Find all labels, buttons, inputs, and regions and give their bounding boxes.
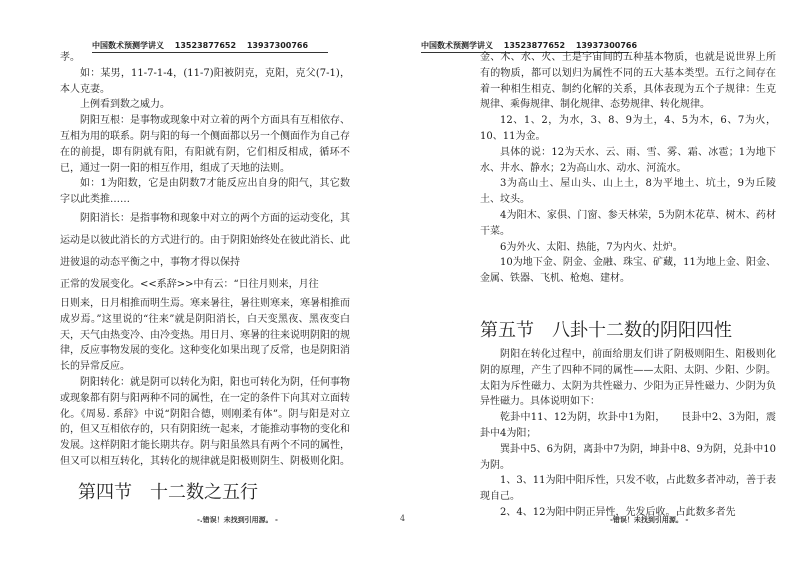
paragraph: 阴阳互根：是事物或现象中对立着的两个方面具有互相依存、互相为用的联系。阴与阳的每一个侧面都以另一个侧面作为自己存在的前提，即有阴就有阳，有阳就有阴，它们相反相成，循环不已，通过一阴一阳的相互作用，组成了天地的法则。 [60,115,350,174]
right-body-bottom [480,347,776,521]
left-page [0,0,396,561]
right-page [397,0,793,561]
header-phone-1: 13523877652 [174,41,237,50]
page-number: 4 [400,514,406,523]
paragraph: 日则来，日月相推而明生焉。寒来暑往，暑往则寒来，寒暑相推而成岁焉。”这里说的“往来”就是阴阳消长，白天变黑夜、黑夜变白天，天气由热变冷、由冷变热。用日月、寒暑的往来说明阴阳的规律，反应事物发展的变化。这种变化如果出现了反常，也是阴阳消长的异常反应。 [60,297,350,373]
paragraph: 10为地下金、阴金、金融、珠宝、矿藏，11为地上金、阳金、金属、铁器、飞机、枪炮、建材。 [480,257,776,285]
section-heading-5: 第五节 八卦十二数的阴阳四性 [480,320,732,341]
paragraph: 如：某男，11-7-1-4，(11-7)阳被阴克，克阳，克父(7-1)，本人克妻。 [60,67,350,95]
paragraph: 2、4、12为阳中阴正异性，先发后收。占此数多者先 [500,506,736,518]
paragraph: 阴阳在转化过程中，前面给朋友们讲了阴极则阳生、阳极则化阴的原理，产生了四种不同的属性——太阳、太阴、少阳、少阴。太阳为斥性磁力、太阴为共性磁力、少阳为正异性磁力、少阴为负异性磁力。具体说明如下： [480,349,776,408]
header-phone-2: 13937300766 [246,41,309,50]
paragraph: 上例看到数之威力。 [80,99,170,111]
paragraph: 4为阳木、家俱、门窗、参天林荣，5为阴木花草、树木、药材干菜。 [480,209,776,237]
paragraph: 具体的说：12为天水、云、雨、雪、雾、霜、冰雹；1为地下水、井水、静水；2为高山水、动水、河流水。 [480,146,776,174]
left-body [60,50,350,470]
paragraph: 乾卦中11、12为阴，坎卦中1为阳， 艮卦中2、3为阳，震卦中4为阳； [480,412,776,439]
paragraph: 巽卦中5、6为阴，离卦中7为阴，坤卦中8、9为阴，兑卦中10为阴。 [480,443,776,471]
left-footer: -.错误！未找到引用源。 - [197,516,278,524]
right-footer: -错误！未找到引用源。 - [610,516,689,524]
paragraph: 6为外火、太阳、热能，7为内火、灶炉。 [500,241,683,253]
paragraph: 金、木、水、火、土是宇宙间的五种基本物质，也就是说世界上所有的物质，都可以划归为属性不同的五大基本类型。五行之间存在着一种相生相克、制约化解的关系，具体表现为五个子规律：生克规律、乘侮规律、制化规律、态势规律、转化规律。 [480,52,776,111]
header-phone-2: 13937300766 [575,41,638,50]
section-heading-4: 第四节 十二数之五行 [78,482,258,503]
paragraph: 阴阳转化：就是阴可以转化为阳，阳也可转化为阴，任何事物或现象都有阴与阳两种不同的属性，在一定的条件下向其对立面转化。《周易. 系辞》中说“阴阳合德，则刚柔有体”。阴与阳是对立的，但又互相依存的，只有阴阳统一起来，才能推动事物的变化和发展。这样阴阳才能长期共存。阴与阳虽然具有两个不同的属性，但又可以相互转化，其转化的规律就是阳极则阴生、阴极则化阳。 [60,376,350,467]
paragraph: 正常的发展变化。<<系辞>>中有云：“日往月则来，月往 [60,278,319,290]
paragraph: 如：1为阳数，它是由阴数7才能反应出自身的阳气，其它数字以此类推…… [60,178,350,206]
right-body-top [480,50,776,287]
paragraph: 阴阳消长：是指事物和现象中对立的两个方面的运动变化，其运动是以彼此消长的方式进行的。由于阴阳始终处在彼此消长、此进彼退的动态平衡之中，事物才得以保持 [60,212,350,268]
paragraph: 1、3、11为阳中阳斥性，只发不收，占此数多者冲动，善于表现自己。 [480,475,776,503]
header-title: 中国数术预测学讲义 [421,41,493,50]
header-title: 中国数术预测学讲义 [92,41,164,50]
header-phone-1: 13523877652 [503,41,566,50]
paragraph: 孝。 [60,52,80,63]
paragraph: 12、1、2，为水，3、8、9为土，4、5为木，6、7为火，10、11为金。 [480,115,776,142]
paragraph: 3为高山土、屋山头、山上土，8为平地土、坑土，9为丘陵土、坟头。 [480,178,776,206]
